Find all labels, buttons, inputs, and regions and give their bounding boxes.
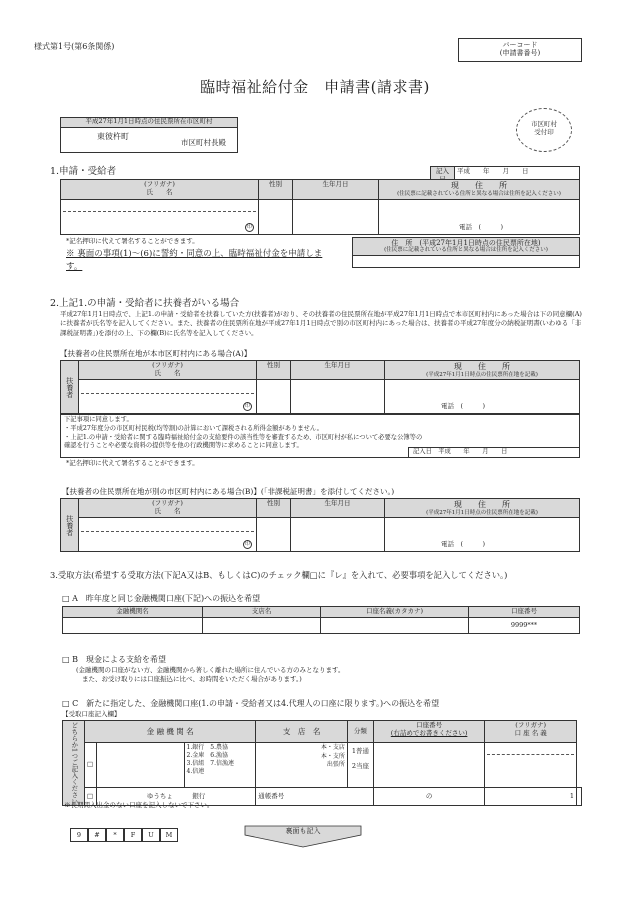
- consent-line1: 下記事項に同意します。: [64, 416, 133, 423]
- code-box: M: [160, 828, 178, 842]
- bank-checkbox[interactable]: □: [84, 743, 96, 788]
- phone-label: 電話 ( ): [441, 402, 486, 411]
- supporter-sex-field[interactable]: [257, 380, 291, 414]
- supporter-b-table: [60, 498, 580, 552]
- holder-field[interactable]: [485, 743, 577, 788]
- code-box: #: [88, 828, 106, 842]
- bank-type-options[interactable]: 1.銀行 2.金庫 3.信組 4.信連 5.農協 6.漁協 7.信漁連: [184, 743, 256, 788]
- option-a-checkbox[interactable]: □ A 昨年度と同じ金融機関口座(下記)への振込を希望: [62, 594, 261, 603]
- consent-line3: ・上記1.の申請・受給者に関する臨時福祉給付金の支給要件の該当性等を審査するため、市区町村が私について必要な公簿等の確認を行うことや必要な資料の提供等を他の行政機関等に求めることに同意します。: [64, 433, 423, 450]
- barcode-sublabel: (申請書番号): [499, 49, 541, 58]
- supporter-b-address-field[interactable]: [385, 518, 580, 552]
- account-number-field[interactable]: [373, 743, 485, 788]
- section2-paragraph: 平成27年1月1日時点で、上記1.の申請・受給者を扶養していた方(扶養者)がおり、その扶養者の住民票所在地が平成27年1月1日時点で本市区町村内にあった場合は下の同意欄(A)に扶養者が氏名等を記入してください。また、扶養者の住民票所在地が平成27年1月1日時点で別の市区町村内にあった場合は、扶養者の平成27年度分の納税証明書(いわゆる「非課税証明書」)を添付の上、下の欄(B)に氏名等を記入してください。: [60, 310, 582, 337]
- mayor-label: 市区町村長殿: [181, 138, 226, 147]
- supporter-b-name-header: (フリガナ) 氏 名: [79, 499, 257, 518]
- sex-field[interactable]: [259, 200, 293, 235]
- code-boxes: [70, 828, 178, 842]
- prev-bank: [63, 617, 203, 633]
- seal-icon: 印: [246, 224, 252, 230]
- case-b-label: 【扶養者の住民票所在地が別の市区町村内にある場合(B)】(「非課税証明書」を添付してください。): [62, 487, 395, 496]
- seal-note: *記名押印に代えて署名することができます。: [66, 237, 199, 245]
- supporter-b-side-label: 扶養者: [61, 499, 79, 552]
- option-c-checkbox[interactable]: □ C 新たに指定した、金融機関口座(1.の申請・受給者又は4.代理人の口座に限ります。)への振込を希望: [62, 699, 440, 708]
- barcode-label: バーコード: [502, 41, 538, 49]
- municipality-box: [60, 117, 238, 153]
- new-account-label: 【受取口座記入欄】: [62, 710, 121, 718]
- section1-heading: 1.申請・受給者: [50, 166, 117, 177]
- address2-header: 住 所 (平成27年1月1日時点の住民票所在地) (住民票に記載されている住所と異なる場合は住所を記入ください): [353, 238, 580, 256]
- reception-stamp: [516, 108, 572, 152]
- type-header: 分類: [347, 721, 373, 743]
- address2-field[interactable]: [353, 255, 580, 267]
- supporter-b-address-header: 現 住 所 (平成27年1月1日時点の住民票所在地を記載): [385, 499, 580, 518]
- new-account-table: [62, 720, 582, 806]
- branch-header: 支 店 名: [256, 721, 348, 743]
- yucho-holder-field[interactable]: [577, 788, 582, 806]
- supporter-address-header: 現 住 所 (平成27年1月1日時点の住民票所在地を記載): [385, 361, 580, 380]
- stamp-line1: 市区町村: [531, 120, 557, 128]
- code-box: *: [106, 828, 124, 842]
- branch-type-options[interactable]: 本・支店 本・支所 出張所: [256, 743, 348, 788]
- phone-label: 電話 ( ): [459, 223, 504, 232]
- col-branch: 支店名: [203, 607, 321, 618]
- consent-entry-date[interactable]: 記入日 平成 年 月 日: [408, 447, 580, 458]
- supporter-a-table: [60, 360, 580, 414]
- section2-heading: 2.上記1.の申請・受給者に扶養者がいる場合: [50, 298, 240, 309]
- stamp-line2: 受付印: [534, 127, 554, 136]
- address2-table: [352, 237, 580, 268]
- dob-field[interactable]: [293, 200, 379, 235]
- account-header: 口座番号 (右詰めでお書きください): [373, 721, 485, 743]
- col-account: 口座番号: [469, 607, 580, 618]
- case-a-label: 【扶養者の住民票所在地が本市区町村内にある場合(A)】: [60, 349, 252, 358]
- code-box: 9: [70, 828, 88, 842]
- choose-one-label: どちらか1つご記入ください: [63, 721, 85, 806]
- address-header: 現 住 所 (住民票に記載されている住所と異なる場合は住所を記入ください): [379, 180, 580, 200]
- sex-header: 性別: [259, 180, 293, 200]
- dormant-account-note: ※長期間入出金のない口座を記入しないで下さい。: [64, 801, 214, 809]
- supporter-dob-header: 生年月日: [291, 361, 385, 380]
- supporter-name-field[interactable]: [79, 380, 257, 414]
- address-field[interactable]: [379, 200, 580, 235]
- yucho-checkbox[interactable]: □: [84, 788, 96, 806]
- prev-account-number: 9999***: [469, 617, 580, 633]
- applicant-table: [60, 179, 580, 235]
- entry-date-label: 記入: [431, 167, 455, 186]
- consent-box: [60, 414, 580, 458]
- supporter-b-sex-header: 性別: [257, 499, 291, 518]
- option-b-checkbox[interactable]: □ B 現金による支給を希望: [62, 655, 166, 664]
- code-box: U: [142, 828, 160, 842]
- back-page-label: 裏面も記入: [285, 827, 321, 835]
- supporter-b-name-field[interactable]: [79, 518, 257, 552]
- previous-account-table: [62, 606, 580, 634]
- bank-name-field[interactable]: [96, 743, 184, 788]
- section3-heading: 3.受取方法(希望する受取方法(下記A又はB、もしくはC)のチェック欄□に『レ』を入れて、必要事項を記入してください。): [50, 570, 508, 580]
- account-type-options[interactable]: 1普通 2当座: [347, 743, 373, 788]
- supporter-b-dob-field[interactable]: [291, 518, 385, 552]
- supporter-name-header: (フリガナ) 氏 名: [79, 361, 257, 380]
- municipality-header: 平成27年1月1日時点の住民票所在市区町村: [61, 118, 237, 128]
- name-header: (フリガナ) 氏 名: [61, 180, 259, 200]
- no-label: の: [373, 788, 485, 806]
- option-b-note: (金融機関の口座がない方、金融機関から著しく離れた場所に住んでいる方のみとなります。 また、お受け取りには口座振込に比べ、お時間をいただく場合があります。): [76, 666, 345, 684]
- supporter-sex-header: 性別: [257, 361, 291, 380]
- seal-icon: 印: [244, 541, 250, 547]
- col-holder: 口座名義(カタカナ): [321, 607, 469, 618]
- one-label: 1: [485, 788, 577, 806]
- municipality-name: 東彼杵町: [97, 132, 129, 141]
- consent-line2: ・平成27年度分の市区町村民税(均等割)の計算において課税される所得金額がありません。: [64, 424, 323, 432]
- form-number: 様式第1号(第6条関係): [34, 42, 115, 51]
- supporter-dob-field[interactable]: [291, 380, 385, 414]
- page-title: 臨時福祉給付金 申請書(請求書): [200, 78, 430, 96]
- prev-holder: [321, 617, 469, 633]
- supporter-side-label: 扶養者: [61, 361, 79, 414]
- supporter-address-field[interactable]: [385, 380, 580, 414]
- barcode-box: [458, 38, 582, 62]
- code-box: F: [124, 828, 142, 842]
- entry-date-field[interactable]: 平成 年 月 日: [455, 167, 580, 186]
- holder-header: (フリガナ) 口 座 名 義: [485, 721, 577, 743]
- supporter-b-sex-field[interactable]: [257, 518, 291, 552]
- prev-branch: [203, 617, 321, 633]
- dob-header: 生年月日: [293, 180, 379, 200]
- col-bank: 金融機関名: [63, 607, 203, 618]
- supporter-b-dob-header: 生年月日: [291, 499, 385, 518]
- bank-header: 金 融 機 関 名: [84, 721, 255, 743]
- yucho-label: ゆうちょ 銀行: [96, 788, 255, 806]
- phone-label: 電話 ( ): [441, 540, 486, 549]
- passbook-number-label[interactable]: 通帳番号: [256, 788, 374, 806]
- pledge-note: ※ 裏面の事項(1)～(6)に誓約・同意の上、臨時福祉付金を申請します。: [66, 249, 323, 272]
- name-field[interactable]: [61, 200, 259, 235]
- seal-icon: 印: [244, 403, 250, 409]
- supporter-seal-note: *記名押印に代えて署名することができます。: [66, 459, 199, 467]
